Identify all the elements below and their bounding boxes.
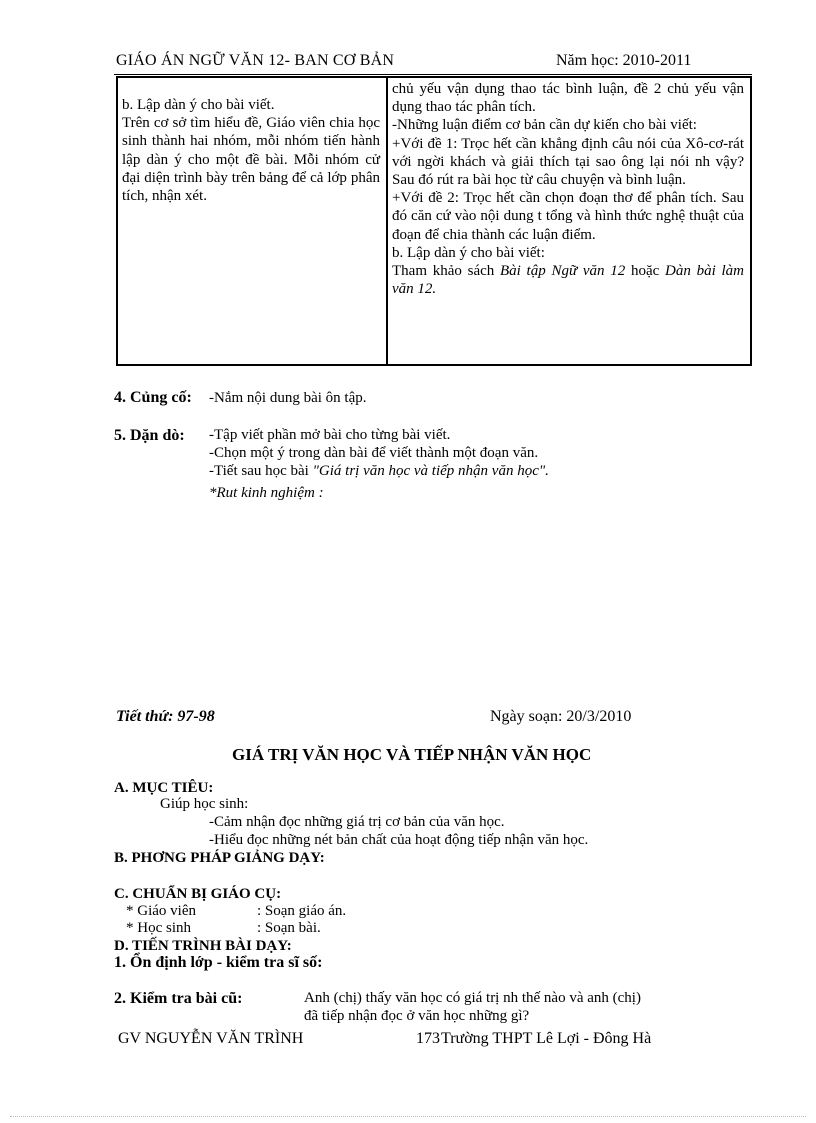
content-paragraph: -Những luận điểm cơ bản cần dự kiến cho bài viết: (392, 117, 697, 134)
document-header-title: GIÁO ÁN NGỮ VĂN 12- BAN CƠ BẢN (116, 52, 395, 69)
footer-school: Trường THPT Lê Lợi - Đông Hà (441, 1030, 652, 1047)
reference-prefix: Tham khảo sách (392, 263, 500, 280)
next-lesson-title: "Giá trị văn học và tiếp nhận văn học". (312, 463, 549, 479)
experience-note: *Rut kinh nghiệm : (209, 485, 324, 501)
lesson-title: GIÁ TRỊ VĂN HỌC VÀ TIẾP NHẬN VĂN HỌC (232, 745, 592, 764)
preparation-student-value: : Soạn bài. (257, 920, 321, 936)
lesson-table (116, 76, 752, 366)
consolidation-text: -Nắm nội dung bài ôn tập. (209, 390, 367, 406)
preparation-teacher-value: : Soạn giáo án. (257, 903, 347, 919)
preparation-teacher-label: * Giáo viên (126, 903, 196, 919)
content-paragraph: +Với đề 2: Trọc hết cần chọn đoạn thơ để phân tích. Sau đó căn cứ vào nội dung t tổng và hình thức nghệ thuật của đoạn để chia thành các luận điểm. (392, 190, 744, 243)
section-a-heading: A. MỤC TIÊU: (114, 780, 214, 796)
objective-item: -Cảm nhận đọc những giá trị cơ bản của văn học. (209, 814, 505, 830)
review-question: Anh (chị) thấy văn học có giá trị nh thế nào và anh (chị) (304, 990, 641, 1006)
content-paragraph: +Với đề 1: Trọc hết cần khẳng định câu nói của Xô-cơ-rát với ngời khách và giải thích tại sao ông lại nói nh vậy? Sau đó rút ra bài học từ câu chuyện và bình luận. (392, 135, 744, 189)
homework-item (209, 463, 549, 480)
section-a-intro: Giúp học sinh: (160, 796, 249, 812)
section-c-heading: C. CHUẨN BỊ GIÁO CỤ: (114, 886, 282, 902)
section-d-heading: D. TIẾN TRÌNH BÀI DẠY: (114, 938, 292, 954)
teacher-activity-cell (117, 77, 387, 365)
consolidation-label: 4. Củng cố: (114, 389, 192, 406)
content-cell (387, 77, 751, 365)
preparation-student-label: * Học sinh (126, 920, 191, 936)
left-body: Trên cơ sở tìm hiểu đề, Giáo viên chia học sinh thành hai nhóm, mỗi nhóm tiến hành lập dàn ý cho một đề bài. Mỗi nhóm cử đại diện trình bày trên bảng để cả lớp phân tích, nhận xét. (122, 115, 380, 205)
reference-mid: hoặc (625, 263, 666, 280)
table-row (117, 77, 751, 365)
content-paragraph: b. Lập dàn ý cho bài viết: (392, 244, 545, 261)
period-number: Tiết thứ: 97-98 (116, 708, 215, 725)
school-year: Năm học: 2010-2011 (556, 52, 692, 69)
objective-item: -Hiểu đọc những nét bản chất của hoạt động tiếp nhận văn học. (209, 832, 589, 848)
homework-label: 5. Dặn dò: (114, 427, 185, 444)
section-b-heading: B. PHƠNG PHÁP GIẢNG DẠY: (114, 850, 325, 866)
preparation-date: Ngày soạn: 20/3/2010 (490, 708, 632, 725)
homework-prefix: -Tiết sau học bài (209, 463, 313, 479)
reference-book-1: Bài tập Ngữ văn 12 (500, 263, 626, 280)
reference-book-2: Dàn bài làm văn 12. (392, 263, 745, 298)
procedure-step-1: 1. Ổn định lớp - kiểm tra sĩ số: (114, 954, 323, 971)
review-question: đã tiếp nhận đọc ở văn học những gì? (304, 1008, 530, 1024)
page-edge-divider (10, 1116, 806, 1117)
header-divider (114, 74, 752, 75)
footer-teacher: GV NGUYỄN VĂN TRÌNH (118, 1030, 304, 1047)
homework-item: -Tập viết phần mở bài cho từng bài viết. (209, 427, 451, 443)
reference-paragraph (392, 262, 744, 298)
procedure-step-2-label: 2. Kiểm tra bài cũ: (114, 990, 243, 1007)
left-heading: b. Lập dàn ý cho bài viết. (122, 97, 275, 113)
content-paragraph: chủ yếu vận dụng thao tác bình luận, đề 2 chủ yếu vận dụng thao tác phân tích. (392, 81, 744, 116)
page-number: 173 (416, 1030, 440, 1047)
homework-item: -Chọn một ý trong dàn bài để viết thành một đoạn văn. (209, 445, 539, 461)
